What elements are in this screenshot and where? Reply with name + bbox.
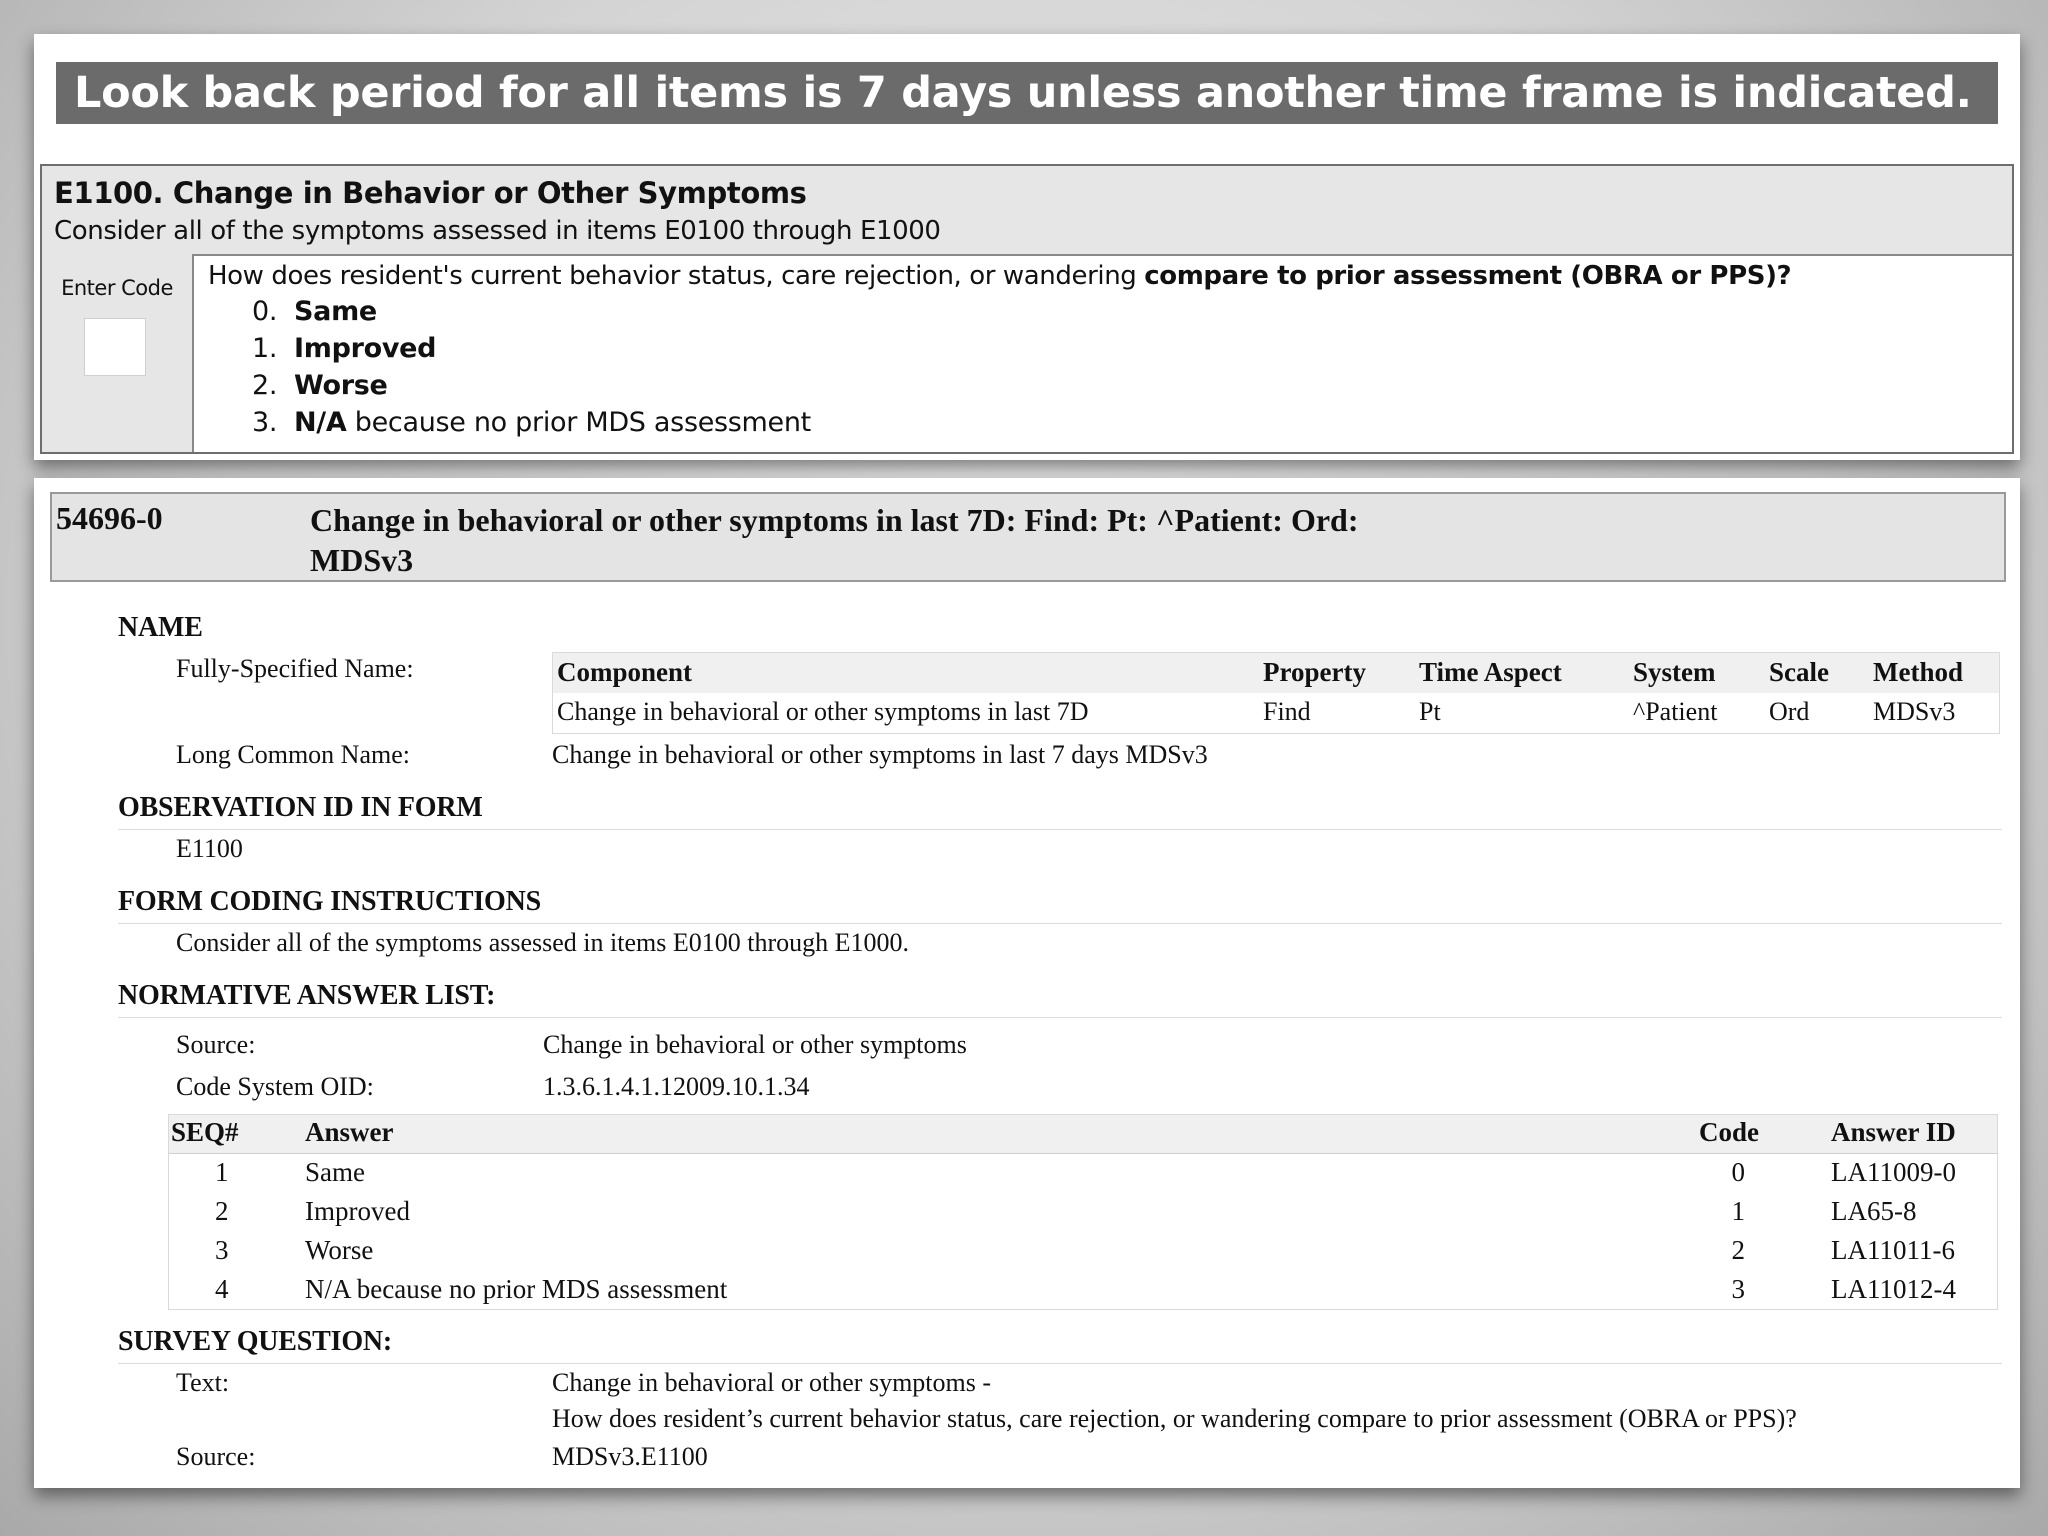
enter-code-label: Enter Code <box>61 276 173 300</box>
enter-code-cell <box>42 254 194 452</box>
observation-section-title: OBSERVATION ID IN FORM <box>118 792 483 823</box>
answer-list-section-title: NORMATIVE ANSWER LIST: <box>118 980 496 1011</box>
e1100-subtitle: Consider all of the symptoms assessed in items E0100 through E1000 <box>54 216 941 246</box>
option-label: Worse <box>294 370 388 401</box>
survey-source-label: Source: <box>176 1442 256 1471</box>
question-prefix: How does resident's current behavior status, care rejection, or wandering <box>208 261 1145 291</box>
question-emphasis: compare to prior assessment (OBRA or PPS)? <box>1144 261 1792 291</box>
row-answer-id: LA11009-0 <box>1831 1157 1956 1187</box>
section-divider <box>118 829 2002 830</box>
enter-code-input[interactable] <box>84 318 146 376</box>
option-row <box>252 407 811 438</box>
coding-section-title: FORM CODING INSTRUCTIONS <box>118 886 542 917</box>
fsn-table <box>552 652 2000 734</box>
header-seq: SEQ# <box>171 1117 239 1147</box>
row-seq: 1 <box>215 1157 229 1187</box>
e1100-title: E1100. Change in Behavior or Other Symptoms <box>54 176 807 210</box>
fsn-header-system: System <box>1633 657 1716 687</box>
fsn-header-component: Component <box>557 657 693 687</box>
row-seq: 3 <box>215 1235 229 1265</box>
loinc-code: 54696-0 <box>56 500 163 536</box>
fsn-value-component: Change in behavioral or other symptoms in last 7D <box>557 697 1089 726</box>
coding-instructions-value: Consider all of the symptoms assessed in items E0100 through E1000. <box>176 928 909 957</box>
loinc-long-name <box>310 500 1610 580</box>
survey-source-value: MDSv3.E1100 <box>552 1442 708 1471</box>
fsn-header-scale: Scale <box>1769 657 1829 687</box>
option-row <box>252 296 377 327</box>
loinc-detail-panel <box>34 478 2020 1488</box>
row-answer-id: LA11011-6 <box>1831 1235 1955 1265</box>
fsn-label: Fully-Specified Name: <box>176 654 414 683</box>
option-label: Improved <box>294 333 437 364</box>
fsn-value-scale: Ord <box>1769 697 1810 726</box>
row-seq: 2 <box>215 1196 229 1226</box>
fsn-value-system: ^Patient <box>1633 697 1718 726</box>
e1100-header <box>42 166 2012 256</box>
loinc-header <box>50 492 2006 582</box>
loinc-long-name-line1: Change in behavioral or other symptoms in last 7D: Find: Pt: ^Patient: Ord: <box>310 502 1359 538</box>
code-system-oid-label: Code System OID: <box>176 1072 374 1101</box>
answer-list-source-label: Source: <box>176 1030 256 1059</box>
row-answer: Improved <box>305 1196 410 1226</box>
survey-section-title: SURVEY QUESTION: <box>118 1326 393 1357</box>
option-number: 0. <box>252 296 278 327</box>
lookback-banner: Look back period for all items is 7 days unless another time frame is indicated. <box>56 62 1998 124</box>
e1100-question <box>208 261 1791 291</box>
row-answer: Same <box>305 1157 365 1187</box>
header-answer-id: Answer ID <box>1831 1117 1956 1147</box>
row-seq: 4 <box>215 1274 229 1304</box>
option-number: 1. <box>252 333 278 364</box>
survey-text-label: Text: <box>176 1368 230 1397</box>
survey-text-line1: Change in behavioral or other symptoms - <box>552 1368 992 1397</box>
header-code: Code <box>1699 1117 1759 1147</box>
option-label: N/A <box>294 407 347 438</box>
section-divider <box>118 923 2002 924</box>
row-answer: N/A because no prior MDS assessment <box>305 1274 728 1304</box>
name-section-title: NAME <box>118 612 203 643</box>
option-number: 3. <box>252 407 278 438</box>
fsn-header-property: Property <box>1263 657 1366 687</box>
lcn-value: Change in behavioral or other symptoms in last 7 days MDSv3 <box>552 740 1208 769</box>
row-answer-id: LA65-8 <box>1831 1196 1917 1226</box>
row-code: 3 <box>1731 1274 1745 1304</box>
lcn-label: Long Common Name: <box>176 740 410 769</box>
option-label: Same <box>294 296 377 327</box>
option-rest: because no prior MDS assessment <box>346 407 811 438</box>
observation-id-value: E1100 <box>176 834 243 863</box>
section-divider <box>118 1017 2002 1018</box>
option-row <box>252 370 388 401</box>
mds-form-panel <box>34 34 2020 460</box>
fsn-header-method: Method <box>1873 657 1963 687</box>
answer-list-source-value: Change in behavioral or other symptoms <box>543 1030 967 1059</box>
answer-table <box>168 1114 1998 1310</box>
row-code: 0 <box>1731 1157 1745 1187</box>
code-system-oid-value: 1.3.6.1.4.1.12009.10.1.34 <box>543 1072 810 1101</box>
header-answer: Answer <box>305 1117 394 1147</box>
fsn-value-time-aspect: Pt <box>1419 697 1441 726</box>
survey-text-line2: How does resident’s current behavior status, care rejection, or wandering compare to prior assessment (OBRA or PPS)? <box>552 1404 1797 1433</box>
fsn-header-time-aspect: Time Aspect <box>1419 657 1562 687</box>
section-divider <box>118 1363 2002 1364</box>
option-row <box>252 333 436 364</box>
row-answer: Worse <box>305 1235 374 1265</box>
row-code: 2 <box>1731 1235 1745 1265</box>
loinc-long-name-line2: MDSv3 <box>310 542 414 578</box>
fsn-value-method: MDSv3 <box>1873 697 1956 726</box>
option-number: 2. <box>252 370 278 401</box>
row-answer-id: LA11012-4 <box>1831 1274 1956 1304</box>
e1100-item-box <box>40 164 2014 454</box>
row-code: 1 <box>1731 1196 1745 1226</box>
fsn-value-property: Find <box>1263 697 1311 726</box>
